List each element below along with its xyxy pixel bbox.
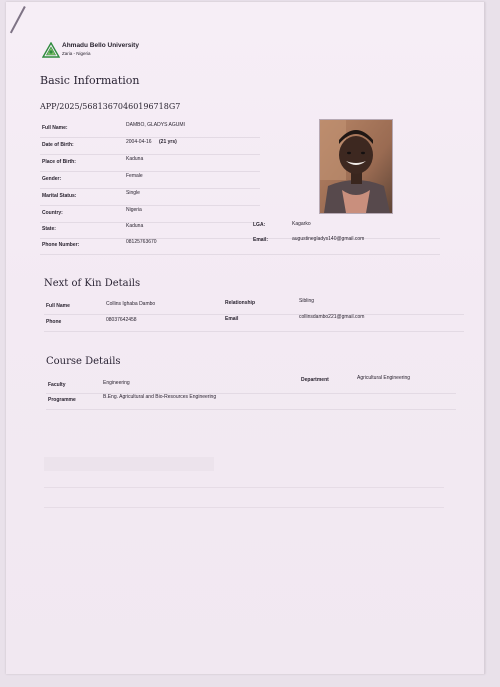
country-label: Country: [42,210,63,216]
faculty-label: Faculty [48,382,66,388]
lga-value: Kagarko [292,221,311,227]
dob-age: (21 yrs) [159,139,177,145]
lga-label: LGA: [253,222,266,228]
document-page [6,2,485,674]
email-label: Email: [253,237,269,243]
phone-number-label: Phone Number: [42,242,80,248]
show-through-block [44,457,214,471]
kin-full-name-label: Full Name [46,303,70,309]
applicant-photo [319,119,393,214]
kin-row-name [44,297,464,315]
field-row-phone [40,237,440,255]
full-name-label: Full Name: [42,125,68,131]
basic-info-title: Basic Information [40,74,140,87]
kin-phone-label: Phone [46,319,62,325]
marital-status-value: Single [126,190,140,196]
phone-number-value: 08125763670 [126,239,157,245]
programme-label: Programme [48,397,76,403]
course-row-programme [46,392,456,410]
email-value: augustinegladys140@gmail.com [292,236,365,242]
country-value: Nigeria [126,207,142,213]
gender-value: Female [126,173,143,179]
kin-email-label: Email [225,316,239,322]
field-row-gender [40,171,260,189]
kin-phone-value: 08037642458 [106,317,137,323]
university-location: Zaria - Nigeria [62,51,91,56]
field-row-dob [40,137,260,155]
place-of-birth-value: Kaduna [126,156,144,162]
state-value: Kaduna [126,223,144,229]
kin-email-value: collinsdambo221@gmail.com [299,314,365,320]
relationship-label: Relationship [225,300,256,306]
state-label: State: [42,226,56,232]
university-name: Ahmadu Bello University [62,42,139,49]
dob-label: Date of Birth: [42,142,74,148]
kin-row-phone [44,314,464,332]
pen-mark [10,6,26,33]
university-logo-icon [42,42,60,58]
relationship-value: Sibling [299,298,315,304]
field-row-marital-status [40,188,260,206]
kin-full-name-value: Collins Ighaba Dambo [106,301,156,307]
course-details-title: Course Details [46,356,121,367]
place-of-birth-label: Place of Birth: [42,159,76,165]
gender-label: Gender: [42,176,62,182]
show-through-line [44,507,444,508]
show-through-line [44,487,444,488]
faculty-value: Engineering [103,380,130,386]
field-row-place-of-birth [40,154,260,172]
programme-value: B.Eng. Agricultural and Bio-Resources Engineering [103,394,217,400]
full-name-value: DAMBO, GLADYS AGUMI [126,122,185,128]
department-label: Department [301,377,329,383]
dob-value: 2004-04-16 [126,139,152,145]
marital-status-label: Marital Status: [42,193,77,199]
application-id: APP/2025/56813670460196718G7 [40,102,181,111]
department-value: Agricultural Engineering [357,375,411,381]
next-of-kin-title: Next of Kin Details [44,278,141,289]
field-row-full-name [40,120,260,138]
